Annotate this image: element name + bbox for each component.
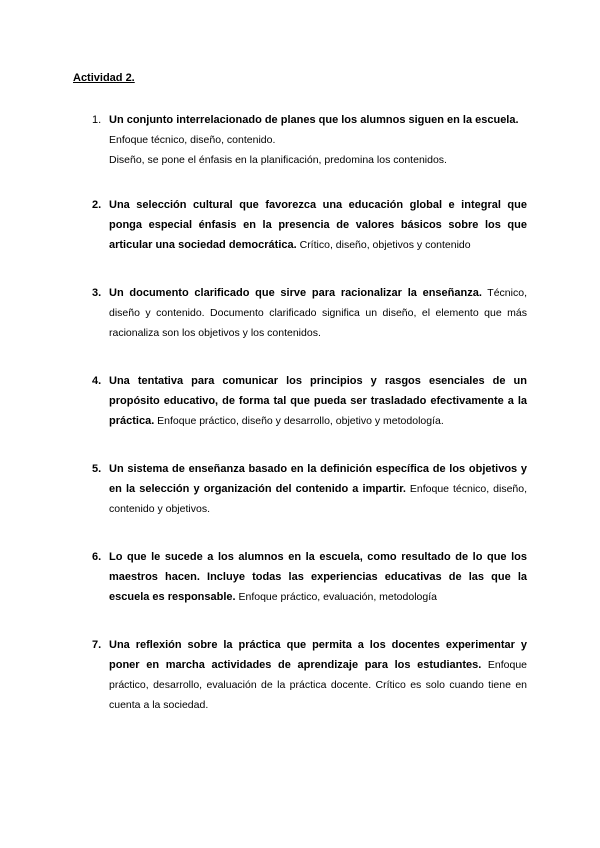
item-text [109, 371, 527, 431]
item-number: 7. [92, 639, 102, 651]
item-answer: Técnico, diseño y contenido. Documento clarificado significa un diseño, el elemento que más racionaliza son los objetivos y los contenidos. [109, 287, 527, 339]
item-answer: Enfoque práctico, evaluación, metodología [235, 591, 437, 603]
item-number: 6. [92, 551, 102, 563]
item-text [109, 283, 527, 343]
item-number: 2. [92, 199, 102, 211]
list-item [0, 110, 600, 170]
item-number: 3. [92, 287, 102, 299]
item-answer: Enfoque práctico, diseño y desarrollo, objetivo y metodología. [154, 415, 444, 427]
list-item [0, 635, 600, 715]
item-text [109, 547, 527, 607]
list-item [0, 547, 600, 607]
item-answer: Crítico, diseño, objetivos y contenido [296, 239, 471, 251]
item-text [109, 195, 527, 255]
item-answer: Enfoque técnico, diseño, contenido. [109, 134, 276, 146]
item-statement: Un documento clarificado que sirve para racionalizar la enseñanza. [109, 287, 482, 299]
item-number: 1. [92, 114, 102, 126]
item-statement: Lo que le sucede a los alumnos en la escuela, como resultado de lo que los maestros hacen. Incluye todas las experiencias educativas de las que la escuela es responsable. [109, 551, 527, 603]
item-text [109, 635, 527, 715]
item-statement: Un sistema de enseñanza basado en la definición específica de los objetivos y en la selección y organización del contenido a impartir. [109, 463, 527, 495]
item-answer: Enfoque práctico, desarrollo, evaluación de la práctica docente. Crítico es solo cuando tiene en cuenta a la sociedad. [109, 659, 527, 711]
item-number: 5. [92, 463, 102, 475]
list-item [0, 195, 600, 255]
item-text [109, 459, 527, 519]
list-item [0, 371, 600, 431]
item-answer: Enfoque técnico, diseño, contenido y objetivos. [109, 483, 528, 515]
item-statement: Una tentativa para comunicar los principios y rasgos esenciales de un propósito educativo, de forma tal que pueda ser trasladado efectivamente a la práctica. [109, 375, 527, 427]
item-statement: Un conjunto interrelacionado de planes que los alumnos siguen en la escuela. [109, 114, 519, 126]
item-statement: Una reflexión sobre la práctica que permita a los docentes experimentar y poner en marcha actividades de aprendizaje para los estudiantes. [109, 639, 527, 671]
item-statement: Una selección cultural que favorezca una educación global e integral que ponga especial énfasis en la presencia de valores básicos sobre los que articular una sociedad democrática. [109, 199, 527, 251]
page-title: Actividad 2. [73, 72, 135, 84]
list-item [0, 459, 600, 519]
activity-list [0, 110, 600, 743]
item-number: 4. [92, 375, 102, 387]
item-text [109, 110, 527, 170]
list-item [0, 283, 600, 343]
item-note: Diseño, se pone el énfasis en la planificación, predomina los contenidos. [109, 154, 447, 166]
